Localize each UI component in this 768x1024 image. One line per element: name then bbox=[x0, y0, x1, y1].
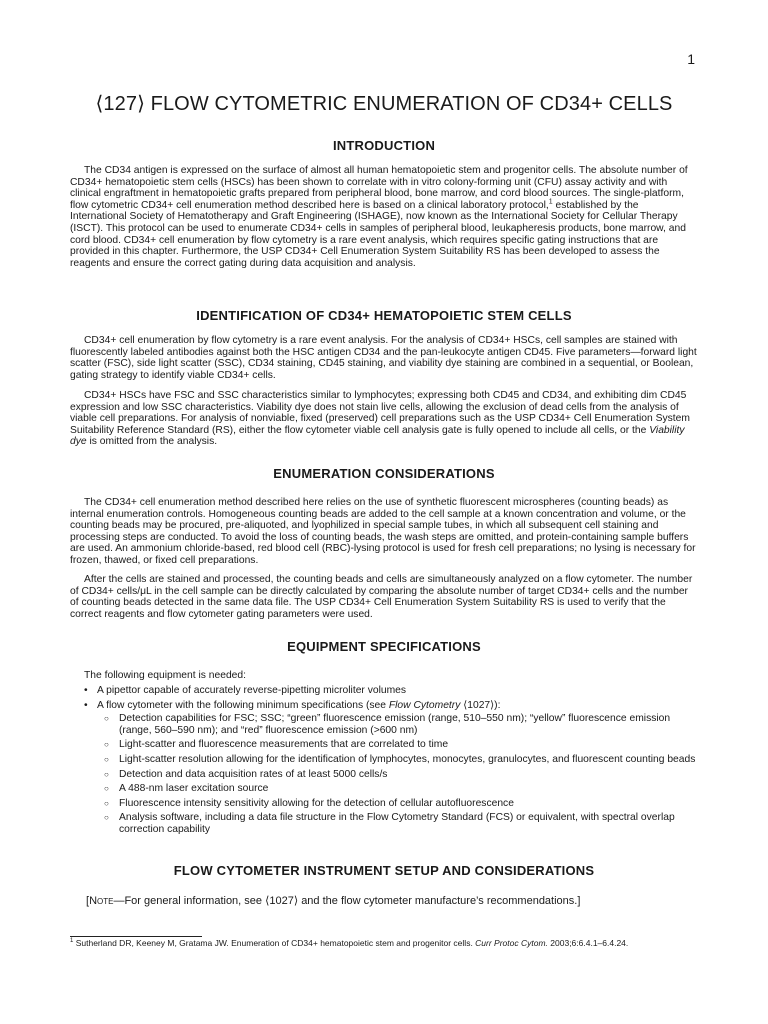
flow-cytometry-link[interactable]: Flow Cytometry bbox=[388, 699, 461, 711]
heading-identification: IDENTIFICATION OF CD34+ HEMATOPOIETIC STEM CELLS bbox=[196, 308, 572, 323]
spec-item: ○ A 488-nm laser excitation source bbox=[97, 783, 700, 795]
spec-item: ○ Light-scatter and fluorescence measurements that are correlated to time bbox=[97, 739, 700, 751]
spec-item: ○ Fluorescence intensity sensitivity allowing for the detection of cellular autofluorescence bbox=[97, 798, 700, 810]
spec-item: ○ Light-scatter resolution allowing for the identification of lymphocytes, monocytes, granulocytes, and fluorescent counting beads bbox=[97, 754, 700, 766]
spec-item: ○ Detection capabilities for FSC; SSC; “green” fluorescence emission (range, 510–550 nm); “yellow” fluorescence emission (range, 560–590 nm); and “red” fluorescence emission (>600 nm) bbox=[97, 713, 700, 736]
footnote-ref[interactable]: 1 bbox=[548, 198, 553, 206]
note-label: Note bbox=[89, 895, 114, 907]
heading-enumeration: ENUMERATION CONSIDERATIONS bbox=[273, 466, 495, 481]
enumeration-paragraph-1: The CD34+ cell enumeration method described here relies on the use of synthetic fluorescent microspheres (counting beads) as internal enumeration controls. Homogeneous counting beads are added to the cell sample at a known concentration and volume, or the counting beads may be procured, pre-aliquoted, and lyophilized in special sample tubes, in which all subsequent cell staining and processing steps are conducted. To avoid the loss of counting beads, the wash steps are omitted, and protein-containing sample buffers are used. An ammonium chloride-based, red blood cell (RBC)-lysing protocol is used for fresh cell preparations; no lysing is necessary for frozen, thawed, or fixed cell preparations. bbox=[70, 497, 696, 566]
footnote: $^1$ Sutherland DR, Keeney M, Gratama JW. Enumeration of CD34+ hematopoietic stem and progenitor cells. Curr Protoc Cytom. 2003;6:6.4.1–6.4.24. bbox=[70, 938, 629, 948]
note: [Note—For general information, see ⟨1027⟩ and the flow cytometer manufacture’s recommendations.] bbox=[86, 895, 581, 907]
heading-equipment: EQUIPMENT SPECIFICATIONS bbox=[287, 639, 481, 654]
page-number: 1 bbox=[687, 51, 695, 67]
equipment-item-flow-cytometer: • A flow cytometer with the following minimum specifications (see Flow Cytometry ⟨1027⟩): ○ Detection capabilities for FSC; SSC; “green” fluorescence emission (range, 510–550 nm); “yellow” fluorescence emission (range, 560–590 nm); and “red” fluorescence emission (>600 nm) ○ Light-scatter and fluorescence measurements that are correlated to time ○ Light-scatter resolution allowing for the identification of lymphocytes, monocytes, granulocytes, and fluorescent counting beads ○ Detection and data acquisition rates of at least 5000 cells/s ○ A 488-nm laser excitation source ○ Fluorescence intensity sensitivity allowing for the detection of cellular autofluorescence ○ Analysis software, including a data file structure in the Flow Cytometry Standard (FCS) or equivalent, with spectral overlap correction capability bbox=[70, 700, 700, 836]
spec-item: ○ Analysis software, including a data file structure in the Flow Cytometry Standard (FCS) or equivalent, with spectral overlap correction capability bbox=[97, 812, 700, 835]
intro-paragraph: The CD34 antigen is expressed on the surface of almost all human hematopoietic stem and progenitor cells. The absolute number of CD34+ hematopoietic stem cells (HSCs) has been shown to correlate with in vitro colony-forming unit (CFU) assay activity and with clinical engraftment in hematopoietic grafts prepared from peripheral blood, bone marrow, and cord blood sources. The single-platform, flow cytometric CD34+ cell enumeration method described here is based on a clinical laboratory protocol,$^1$ established by the International Society of Hematotherapy and Graft Engineering (ISHAGE), now known as the International Society for Cellular Therapy (ISCT). This protocol can be used to enumerate CD34+ cells in samples of peripheral blood, leukapheresis products, bone marrow, and cord blood. CD34+ cell enumeration by flow cytometry is a rare event analysis, which requires specific gating instructions that are provided in this chapter. Furthermore, the USP CD34+ Cell Enumeration System Suitability RS has been developed to assess the reagents and ensure the correct gating during data acquisition and analysis. bbox=[70, 165, 688, 269]
identification-paragraph-2: CD34+ HSCs have FSC and SSC characteristics similar to lymphocytes; expressing both CD45 and CD34, and exhibiting dim CD45 expression and low SSC characteristics. Viability dye does not stain live cells, allowing the exclusion of dead cells from the analysis of viable cell preparations. For analysis of nonviable, fixed (preserved) cell preparations such as the USP CD34+ Cell Enumeration System Suitability Reference Standard (RS), either the flow cytometer viable cell analysis gate is fully opened to include all cells, or the Viability dye is omitted from the analysis. bbox=[70, 390, 690, 448]
spec-item: ○ Detection and data acquisition rates of at least 5000 cells/s bbox=[97, 769, 700, 781]
footnote-marker: 1 bbox=[70, 938, 74, 945]
equipment-item-pipettor: • A pipettor capable of accurately reverse-pipetting microliter volumes bbox=[70, 685, 700, 697]
equipment-list bbox=[70, 685, 700, 839]
heading-instrument-setup: FLOW CYTOMETER INSTRUMENT SETUP AND CONSIDERATIONS bbox=[173, 863, 595, 878]
document-title: ⟨127⟩ FLOW CYTOMETRIC ENUMERATION OF CD34+ CELLS bbox=[95, 93, 673, 115]
identification-paragraph-1: CD34+ cell enumeration by flow cytometry is a rare event analysis. For the analysis of CD34+ HSCs, cell samples are stained with fluorescently labeled antibodies against both the HSC antigen CD34 and the pan-leukocyte antigen CD45. Five parameters—forward light scatter (FSC), side light scatter (SSC), CD34 staining, CD45 staining, and viability dye staining are combined in a sequential, or Boolean, gating strategy to identify viable CD34+ cells. bbox=[70, 335, 697, 381]
equipment-intro: The following equipment is needed: bbox=[84, 670, 246, 681]
footnote-divider bbox=[70, 936, 202, 937]
specification-list bbox=[97, 713, 700, 835]
enumeration-paragraph-2: After the cells are stained and processed, the counting beads and cells are simultaneously analyzed on a flow cytometer. The number of CD34+ cells/μL in the cell sample can be directly calculated by comparing the absolute number of target CD34+ cells and the number of counting beads detected in the same data file. The USP CD34+ Cell Enumeration System Suitability RS is used to verify that the correct reagents and flow cytometer gating parameters were used. bbox=[70, 574, 693, 620]
heading-introduction: INTRODUCTION bbox=[332, 138, 436, 153]
